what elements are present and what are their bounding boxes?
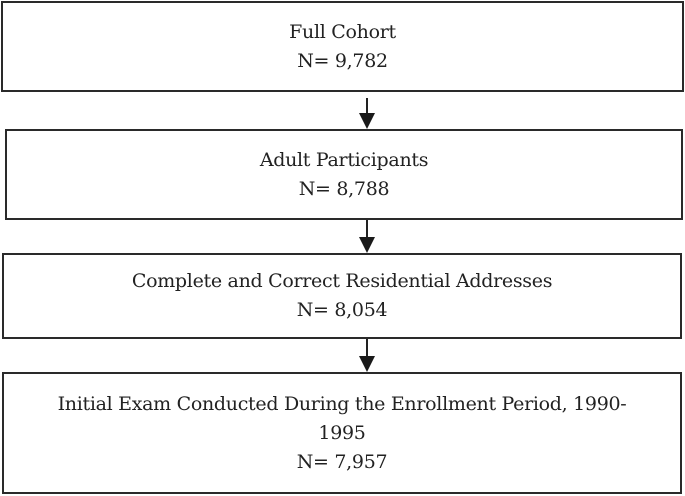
arrow-down-icon [359,220,375,253]
arrow-down-icon [359,339,375,372]
box-title: Complete and Correct Residential Addresses [131,270,553,292]
arrow-down-icon [359,98,375,129]
box-title: Initial Exam Conducted During the Enrollment Period, 1990- [57,392,627,415]
box-count: N= 9,782 [297,49,388,72]
box-title: Full Cohort [289,20,396,43]
flow-box-residential-addresses [2,253,682,339]
box-count: N= 8,788 [298,177,390,200]
box-title: Adult Participants [259,148,429,171]
box-count: N= 7,957 [296,450,388,473]
box-count: N= 8,054 [296,299,388,321]
box-title-line2: 1995 [318,421,366,444]
flow-box-initial-exam [2,372,682,494]
flow-box-full-cohort [1,1,684,92]
flow-box-adult-participants [5,129,683,220]
